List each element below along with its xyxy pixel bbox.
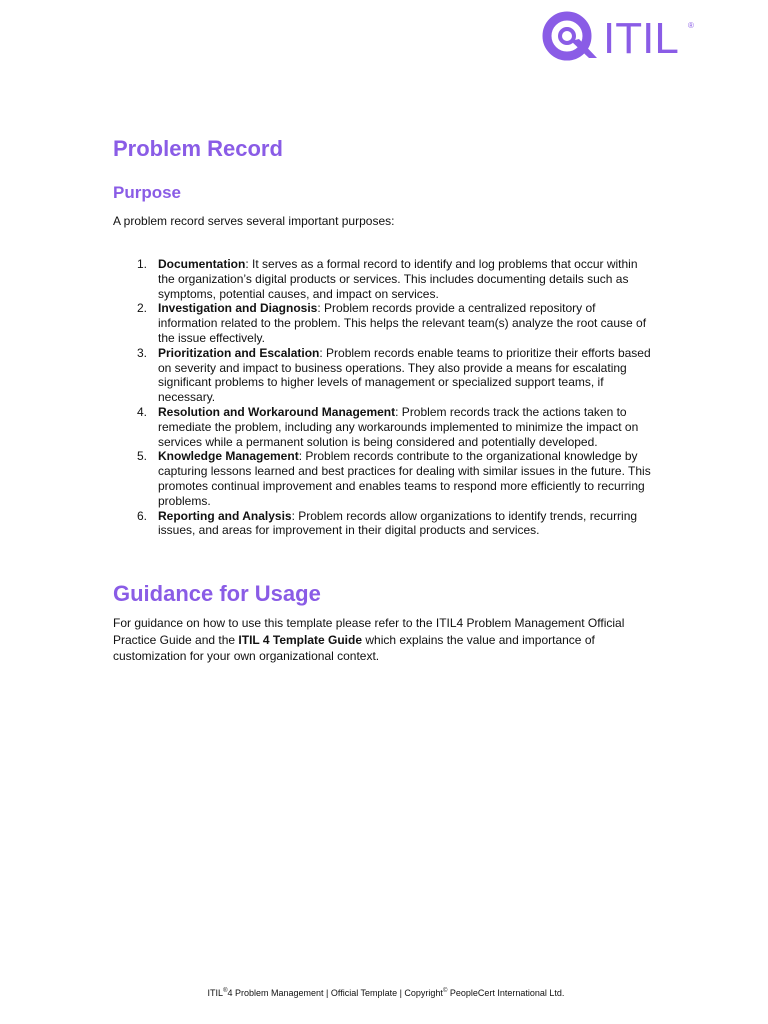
itil-logo xyxy=(541,8,703,64)
page-footer xyxy=(0,988,768,998)
logo-wordmark: ITIL xyxy=(603,14,679,63)
footer-title: 4 Problem Management | Official Template | Copyright xyxy=(227,988,443,998)
list-item-content xyxy=(158,509,653,539)
list-item-description: : Problem records contribute to the organizational knowledge by capturing lessons learned and best practices for dealing with similar issues in the future. This promotes continual improvement and enables teams to respond more efficiently to recurring problems. xyxy=(158,449,651,508)
template-guide-reference: ITIL 4 Template Guide xyxy=(238,632,363,647)
footer-itil: ITIL xyxy=(207,988,224,998)
list-item-description: : Problem records track the actions taken to remediate the problem, including any workarounds implemented to minimize the impact on services while a permanent solution is being considered and potentially developed. xyxy=(158,404,639,449)
list-item-term: Prioritization and Escalation xyxy=(158,345,320,360)
footer-copyright-symbol: © xyxy=(442,988,448,994)
list-item xyxy=(113,346,653,405)
guidance-heading: Guidance for Usage xyxy=(113,581,321,606)
list-item-description: : Problem records provide a centralized repository of information related to the problem. This helps the relevant team(s) analyze the root cause of the issue effectively. xyxy=(158,301,647,345)
list-item-content xyxy=(158,301,653,345)
page-title: Problem Record xyxy=(113,136,283,161)
list-item-content xyxy=(158,346,653,405)
list-item-content xyxy=(158,405,653,449)
guidance-text-before: For guidance on how to use this template please refer to the ITIL4 Problem Management Official Practice Guide and the xyxy=(113,616,625,647)
guidance-text-after: which explains the value and importance of customization for your own organizational context. xyxy=(113,632,595,663)
footer-owner: PeopleCert International Ltd. xyxy=(447,988,565,998)
list-item xyxy=(113,405,653,449)
list-item-description: : It serves as a formal record to identify and log problems that occur within the organization’s digital products or services. This includes documenting details such as symptoms, potential causes, and impact on services. xyxy=(158,257,638,301)
list-item-number: 3. xyxy=(136,345,147,360)
list-item-number: 5. xyxy=(136,449,147,464)
footer-registered: ® xyxy=(223,988,228,994)
list-item xyxy=(113,301,653,345)
list-item-number: 2. xyxy=(136,301,147,316)
purpose-list xyxy=(113,257,653,538)
list-item-term: Investigation and Diagnosis xyxy=(158,301,318,316)
list-item xyxy=(113,257,653,301)
list-item-number: 1. xyxy=(136,257,147,271)
list-item-content xyxy=(158,449,653,508)
list-item-content xyxy=(158,257,653,301)
purpose-heading: Purpose xyxy=(113,183,182,202)
guidance-paragraph xyxy=(113,615,633,665)
list-item xyxy=(113,449,653,508)
list-item-number: 6. xyxy=(136,508,147,523)
purpose-intro: A problem record serves several important purposes: xyxy=(113,214,395,228)
itil-logo-mark xyxy=(541,8,703,64)
list-item-description: : Problem records enable teams to prioritize their efforts based on severity and impact to business operations. They also provide a means for escalating significant problems to higher levels of management or specialized support teams, if necessary. xyxy=(158,345,651,405)
list-item-description: : Problem records allow organizations to identify trends, recurring issues, and areas for improvement in their digital products and services. xyxy=(158,508,638,538)
list-item-term: Knowledge Management xyxy=(158,449,299,464)
list-item-term: Reporting and Analysis xyxy=(158,508,292,523)
list-item-number: 4. xyxy=(136,404,147,419)
list-item-term: Documentation xyxy=(158,257,246,271)
list-item xyxy=(113,509,653,539)
logo-registered-mark: ® xyxy=(688,21,694,30)
list-item-term: Resolution and Workaround Management xyxy=(158,404,396,419)
